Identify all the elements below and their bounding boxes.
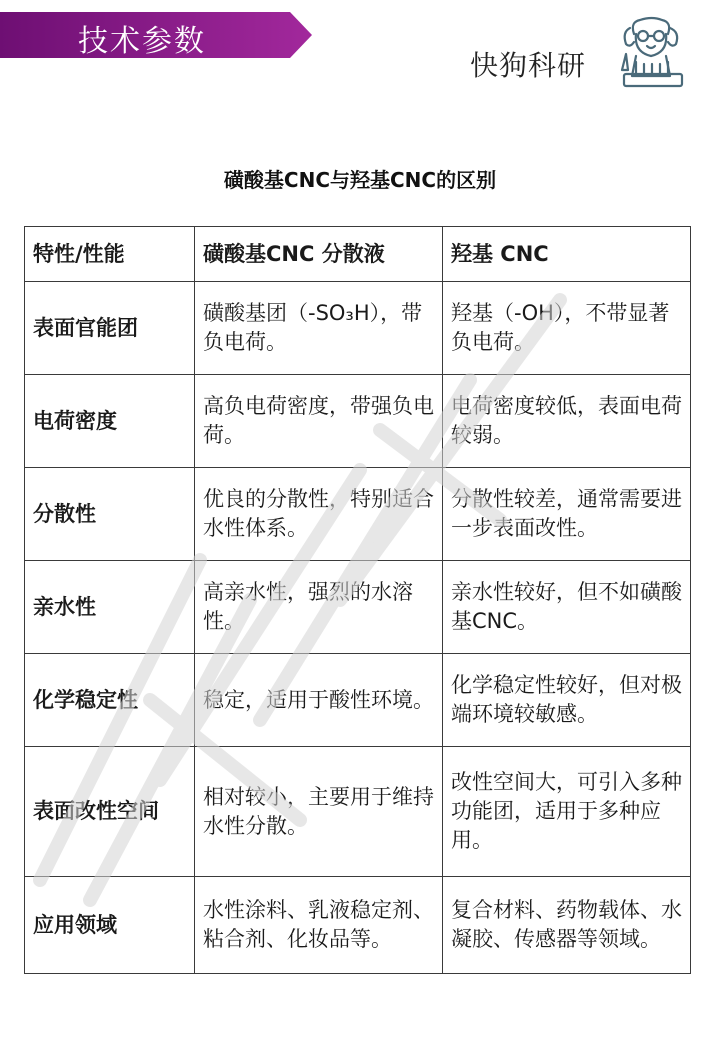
table-header-row	[25, 227, 691, 282]
table-row	[25, 375, 691, 468]
header-hydroxyl-cnc: 羟基 CNC	[443, 227, 691, 282]
header-property: 特性/性能	[25, 227, 195, 282]
row-property: 分散性	[25, 468, 195, 561]
row-sulfonic-value: 水性涂料、乳液稳定剂、粘合剂、化妆品等。	[195, 877, 443, 974]
table-row	[25, 282, 691, 375]
row-hydroxyl-value: 羟基（-OH），不带显著负电荷。	[443, 282, 691, 375]
row-property: 表面改性空间	[25, 747, 195, 877]
table-row	[25, 654, 691, 747]
table-row	[25, 561, 691, 654]
row-hydroxyl-value: 复合材料、药物载体、水凝胶、传感器等领域。	[443, 877, 691, 974]
header-sulfonic-cnc: 磺酸基CNC 分散液	[195, 227, 443, 282]
row-sulfonic-value: 磺酸基团（-SO₃H），带负电荷。	[195, 282, 443, 375]
row-hydroxyl-value: 电荷密度较低，表面电荷较弱。	[443, 375, 691, 468]
row-property: 表面官能团	[25, 282, 195, 375]
row-sulfonic-value: 相对较小，主要用于维持水性分散。	[195, 747, 443, 877]
document-title: 磺酸基CNC与羟基CNC的区别	[223, 168, 497, 192]
table-row	[25, 747, 691, 877]
row-hydroxyl-value: 分散性较差，通常需要进一步表面改性。	[443, 468, 691, 561]
banner-label: 技术参数	[78, 24, 206, 59]
row-hydroxyl-value: 亲水性较好，但不如磺酸基CNC。	[443, 561, 691, 654]
row-sulfonic-value: 稳定，适用于酸性环境。	[195, 654, 443, 747]
row-hydroxyl-value: 化学稳定性较好，但对极端环境较敏感。	[443, 654, 691, 747]
row-property: 应用领域	[25, 877, 195, 974]
row-property: 化学稳定性	[25, 654, 195, 747]
row-hydroxyl-value: 改性空间大，可引入多种功能团，适用于多种应用。	[443, 747, 691, 877]
row-property: 亲水性	[25, 561, 195, 654]
row-sulfonic-value: 高亲水性，强烈的水溶性。	[195, 561, 443, 654]
table-row	[25, 877, 691, 974]
row-property: 电荷密度	[25, 375, 195, 468]
comparison-table	[24, 226, 691, 974]
dog-scientist-logo-icon	[616, 14, 690, 90]
table-row	[25, 468, 691, 561]
row-sulfonic-value: 优良的分散性，特别适合水性体系。	[195, 468, 443, 561]
section-banner	[0, 12, 312, 58]
row-sulfonic-value: 高负电荷密度，带强负电荷。	[195, 375, 443, 468]
brand-name: 快狗科研	[470, 49, 587, 82]
